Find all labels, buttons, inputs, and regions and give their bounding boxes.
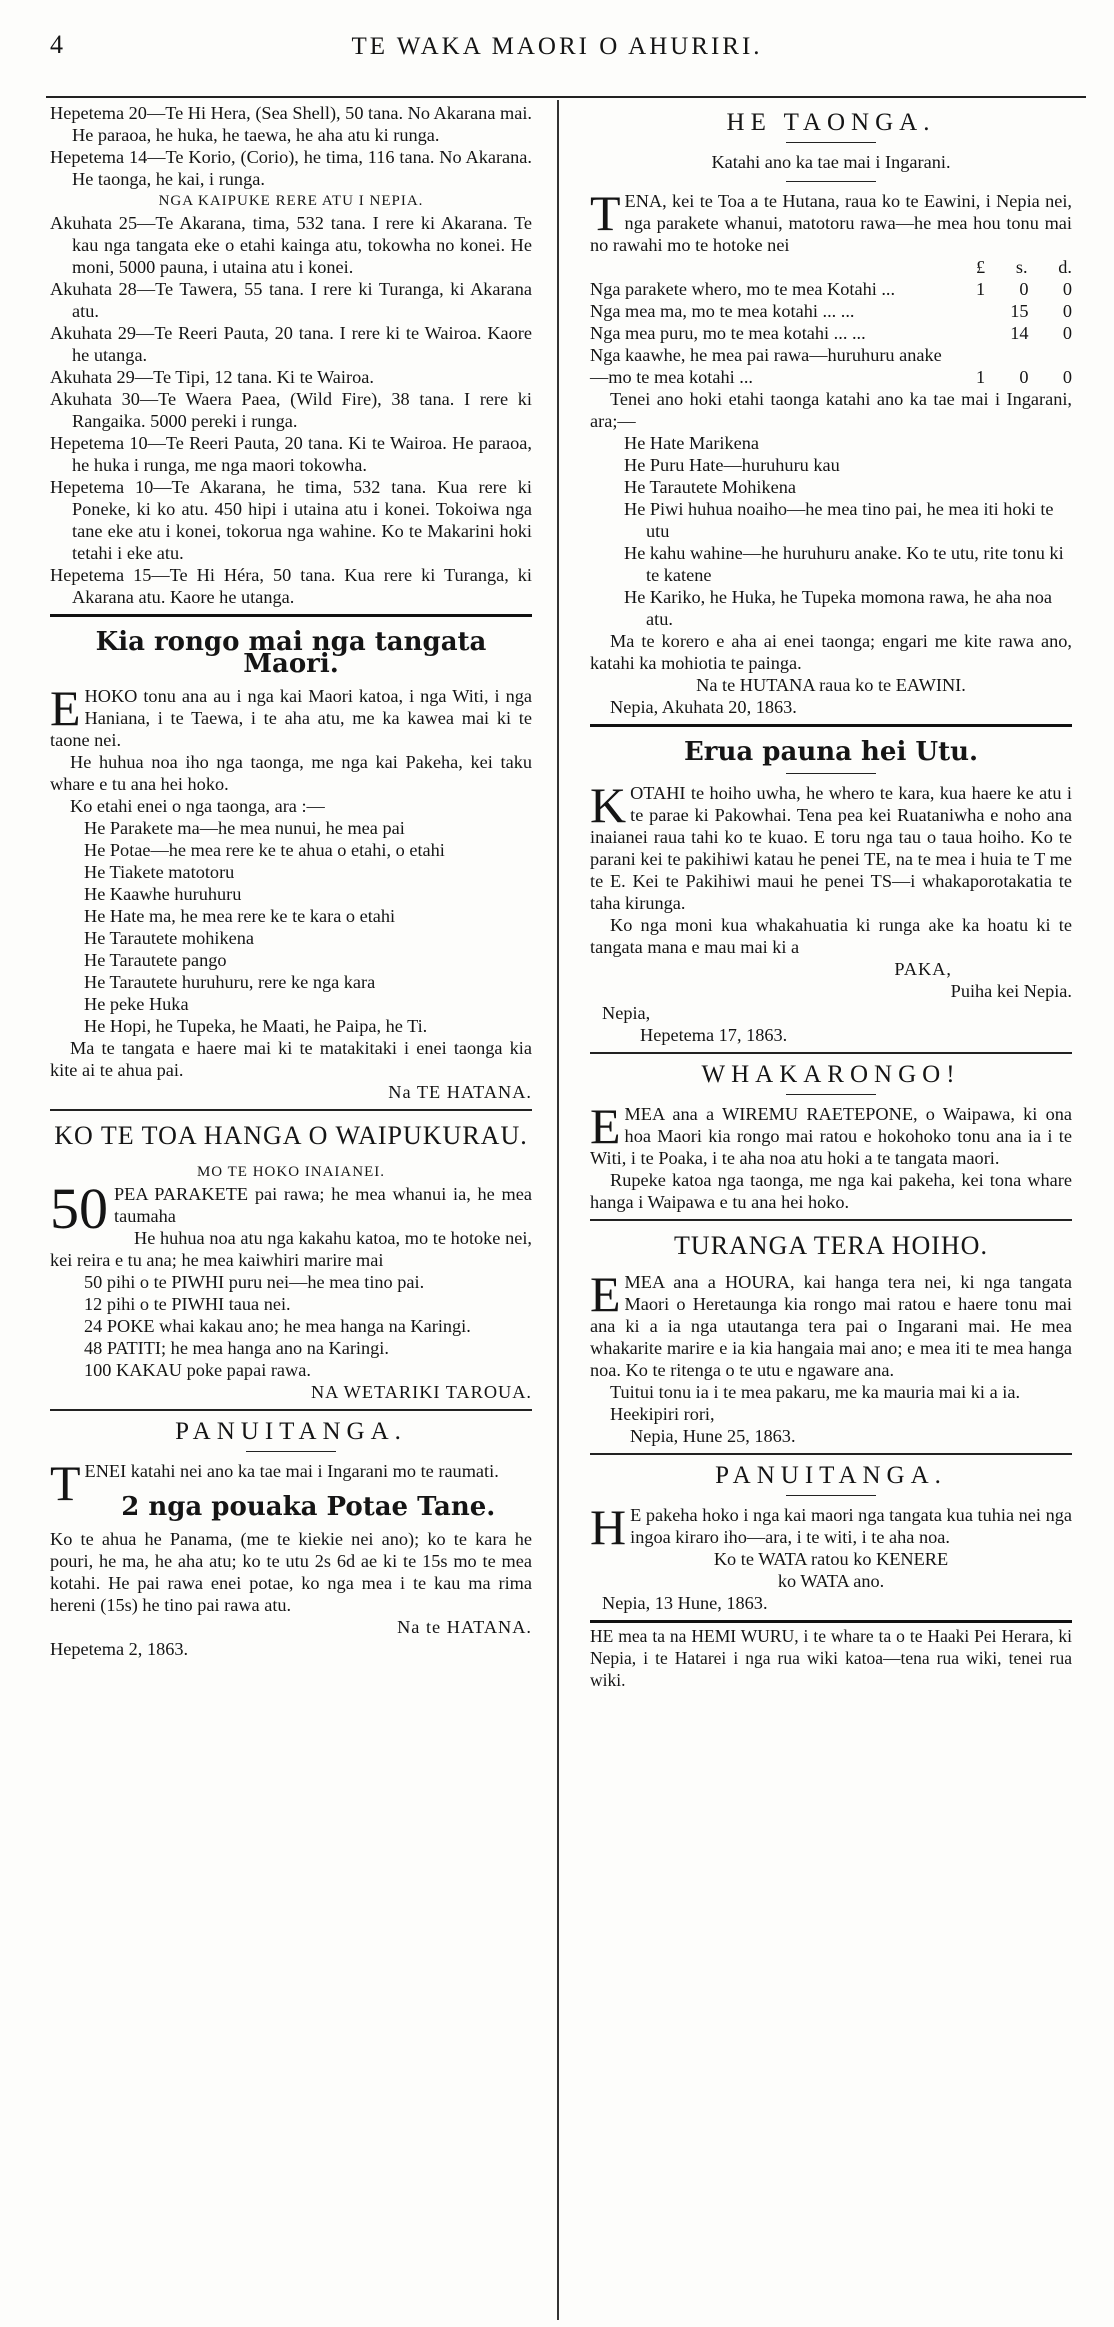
price-shillings: 0 xyxy=(1019,367,1029,387)
list-item: He Kariko, he Huka, he Tupeka momona rawa, he aha noa atu. xyxy=(624,587,1052,629)
drop-cap: E xyxy=(50,680,81,736)
signature-place: Puiha kei Nepia. xyxy=(950,981,1072,1001)
notice-text: ENA, kei te Toa a te Hutana, raua ko te Eawini, i Nepia nei, nga parakete whanui, matotoru rawa—he mea hou tonu mai no rawahi mo te hotoke nei xyxy=(590,191,1072,255)
signature: Na te HUTANA raua ko te EAWINI. xyxy=(696,675,966,695)
notice-text: E pakeha hoko i nga kai maori nga tangata kua tuhia nei nga ingoa kiraro iho—ara, i te witi, i te aha noa. xyxy=(630,1505,1072,1547)
section-rule xyxy=(50,1409,532,1411)
drop-cap: T xyxy=(50,1455,81,1511)
notice-text: Ma te tangata e haere mai ki te matakitaki i enei taonga kia kite ai te ahua pai. xyxy=(50,1038,532,1080)
arrival-entry: Hepetema 14—Te Korio, (Corio), he tima, 116 tana. No Akarana. He taonga, he kai, i runga. xyxy=(50,147,532,189)
notice-text: ENEI katahi nei ano ka tae mai i Ingarani mo te raumati. xyxy=(84,1461,499,1481)
price-item: Nga parakete whero, mo te mea Kotahi ... xyxy=(590,279,896,299)
notice-date: Nepia, Hune 25, 1863. xyxy=(630,1426,796,1446)
turanga-notice xyxy=(590,1231,1072,1447)
right-column xyxy=(590,102,1072,1691)
panuitanga-notice xyxy=(50,1418,532,1660)
signature: PAKA, xyxy=(894,959,952,979)
notice-text: PEA PARAKETE pai rawa; he mea whanui ia, he mea taumaha xyxy=(114,1184,532,1226)
printer-imprint: HE mea ta na HEMI WURU, i te whare ta o te Haaki Pei Herara, ki Nepia, i te Hatarei i nga rua wiki katoa—tena rua wiki, tenei rua wiki. xyxy=(590,1626,1072,1690)
notice-date: Nepia, Akuhata 20, 1863. xyxy=(610,697,797,717)
list-item: He Puru Hate—huruhuru kau xyxy=(624,455,840,475)
shipping-departures xyxy=(50,212,532,608)
notice-heading: Erua pauna hei Utu. xyxy=(683,737,979,767)
price-list xyxy=(590,278,1072,388)
currency-header xyxy=(590,256,1072,278)
notice-heading: HE TAONGA. xyxy=(726,109,936,136)
list-item: He Kaawhe huruhuru xyxy=(84,884,242,904)
notice-heading: KO TE TOA HANGA O WAIPUKURAU. xyxy=(54,1121,528,1150)
list-item: He Hate ma, he mea rere ke te kara o etahi xyxy=(84,906,396,926)
goods-list xyxy=(590,432,1072,630)
price-pence: 0 xyxy=(1062,323,1072,343)
list-item: 48 PATITI; he mea hanga ano na Karingi. xyxy=(84,1338,389,1358)
departure-entry: Akuhata 29—Te Tipi, 12 tana. Ki te Wairoa. xyxy=(50,367,374,387)
erua-pauna-notice xyxy=(590,737,1072,1046)
notice-heading: PANUITANGA. xyxy=(175,1418,407,1445)
list-item: He Piwi huhua noaiho—he mea tino pai, he mea iti hoki te utu xyxy=(624,499,1054,541)
page-header xyxy=(0,0,1114,62)
list-item: He Tarautete huruhuru, rere ke nga kara xyxy=(84,972,376,992)
goods-list xyxy=(50,1271,532,1381)
arrival-entry: Hepetema 20—Te Hi Hera, (Sea Shell), 50 tana. No Akarana mai. He paraoa, he huka, he taewa, he aha atu ki runga. xyxy=(50,103,532,145)
list-item: He Hate Marikena xyxy=(624,433,760,453)
signature: ko WATA ano. xyxy=(777,1571,885,1591)
notice-subheading: 2 nga pouaka Potae Tane. xyxy=(121,1492,496,1522)
price-pounds: 1 xyxy=(976,279,986,299)
departures-heading: NGA KAIPUKE RERE ATU I NEPIA. xyxy=(158,193,424,209)
notice-text: Ko te ahua he Panama, (me te kiekie nei ano); ko te kara he pouri, he ma, he aha atu; ko te utu 2s 6d ae ki te 15s mo te mea kotahi. He pai rawa enei potae, ko nga mea i te kau ma rima hereni (15s) he tino pai rawa atu. xyxy=(50,1529,532,1615)
price-shillings: 15 xyxy=(1010,301,1029,321)
notice-text: HOKO tonu ana au i nga kai Maori katoa, i nga Witi, i nga Haniana, i te Taewa, i te aha atu, me ka kawea mai ki te taone nei. xyxy=(50,686,532,750)
price-pounds: 1 xyxy=(976,367,986,387)
he-taonga-notice xyxy=(590,109,1072,718)
newspaper-title: TE WAKA MAORI O AHURIRI. xyxy=(351,33,763,60)
price-pence: 0 xyxy=(1062,367,1072,387)
short-rule xyxy=(786,773,876,774)
short-rule xyxy=(786,181,876,182)
column-divider xyxy=(557,100,559,2320)
page-number: 4 xyxy=(50,30,63,59)
notice-heading: PANUITANGA. xyxy=(715,1462,947,1489)
departure-entry: Akuhata 28—Te Tawera, 55 tana. I rere ki Turanga, ki Akarana atu. xyxy=(50,279,532,321)
short-rule xyxy=(786,142,876,143)
notice-heading: WHAKARONGO! xyxy=(701,1061,961,1088)
notice-text: Tenei ano hoki etahi taonga katahi ano ka tae mai i Ingarani, ara;— xyxy=(590,389,1072,431)
price-pence: 0 xyxy=(1062,279,1072,299)
drop-cap: T xyxy=(590,185,621,241)
header-rule xyxy=(46,96,1086,98)
departure-entry: Hepetema 10—Te Akarana, he tima, 532 tana. Kua rere ki Poneke, ki ko atu. 450 hipi i utaina atu i konei. Tokoiwa nga tane eke atu i konei, tokorua nga wahine. Ko te Makarini hoki tetahi i eke atu. xyxy=(50,477,532,563)
kia-rongo-notice xyxy=(50,627,532,1103)
price-shillings: 0 xyxy=(1019,279,1029,299)
section-rule xyxy=(590,1620,1072,1623)
notice-date: Hepetema 2, 1863. xyxy=(50,1639,189,1659)
notice-text: OTAHI te hoiho uwha, he whero te kara, kua haere ke atu i te parae ki Pakowhai. Tena pea kei Ruataniwha e noho ana inaianei raua tahi ko te kuao. E toru nga tau o taua hoiho. Ko te parani kei te pakihiwi katau he penei TE, na te mea i huia te T me te E. Kei te Pakihiwi maui he penei TS—i whakaporotakatia te taha kirunga. xyxy=(590,783,1072,913)
departure-entry: Hepetema 10—Te Reeri Pauta, 20 tana. Ki te Wairoa. He paraoa, he huka i runga, me nga maori tokowha. xyxy=(50,433,532,475)
signature: NA WETARIKI TAROUA. xyxy=(310,1382,532,1402)
shipping-arrivals xyxy=(50,102,532,190)
drop-number: 50 xyxy=(50,1176,108,1241)
drop-cap: E xyxy=(590,1266,621,1322)
notice-text: He huhua noa iho nga taonga, me nga kai Pakeha, kei taku whare e tu ana hei hoko. xyxy=(50,752,532,794)
list-intro: Ko etahi enei o nga taonga, ara :— xyxy=(70,796,325,816)
price-item: Nga kaawhe, he mea pai rawa—huruhuru anake—mo te mea kotahi ... xyxy=(590,345,942,387)
signature: Heekipiri rori, xyxy=(610,1404,715,1424)
price-row xyxy=(590,344,1072,388)
date-place: Nepia, xyxy=(602,1003,651,1023)
short-rule xyxy=(786,1094,876,1095)
list-item: He Tarautete Mohikena xyxy=(624,477,796,497)
notice-text: MEA ana a HOURA, kai hanga tera nei, ki nga tangata Maori o Heretaunga kia rongo mai ratou e haere tonu mai ana ki a ia nga utautanga tera pai o Ingarani mai. He mea whakarite marire e ia kia hangaia mai ano; e mea iti te mea hanga noa. Ko te ritenga o te utu e ngaware ana. xyxy=(590,1272,1072,1380)
notice-date: Hepetema 17, 1863. xyxy=(640,1025,788,1045)
notice-text: Ko nga moni kua whakahuatia ki runga ake ka hoatu ki te tangata mana e mau mai ki a xyxy=(590,915,1072,957)
notice-heading: TURANGA TERA HOIHO. xyxy=(674,1231,988,1260)
currency-shilling: s. xyxy=(1015,257,1028,277)
list-item: He Tiakete matotoru xyxy=(84,862,235,882)
goods-list xyxy=(50,817,532,1037)
signature: Na te HATANA. xyxy=(397,1617,532,1637)
panuitanga-notice-2 xyxy=(590,1462,1072,1614)
drop-cap: E xyxy=(590,1098,621,1154)
list-item: 24 POKE whai kakau ano; he mea hanga na Karingi. xyxy=(84,1316,471,1336)
waipukurau-notice xyxy=(50,1121,532,1403)
left-column xyxy=(50,102,532,1660)
list-item: 12 pihi o te PIWHI taua nei. xyxy=(84,1294,291,1314)
signature: Na TE HATANA. xyxy=(388,1082,532,1102)
notice-text: He huhua noa atu nga kakahu katoa, mo te hotoke nei, kei reira e tu ana; he mea kaiwhiri marire mai xyxy=(50,1228,532,1270)
currency-pence: d. xyxy=(1058,257,1072,277)
list-item: He Tarautete mohikena xyxy=(84,928,254,948)
list-item: He Potae—he mea rere ke te ahua o etahi, o etahi xyxy=(84,840,445,860)
list-item: He Hopi, he Tupeka, he Maati, he Paipa, he Ti. xyxy=(84,1016,428,1036)
whakarongo-notice xyxy=(590,1061,1072,1213)
departure-entry: Akuhata 29—Te Reeri Pauta, 20 tana. I rere ki te Wairoa. Kaore he utanga. xyxy=(50,323,532,365)
drop-cap: K xyxy=(590,777,627,833)
price-shillings: 14 xyxy=(1010,323,1029,343)
section-rule xyxy=(590,1219,1072,1221)
section-rule xyxy=(590,724,1072,727)
departure-entry: Akuhata 30—Te Waera Paea, (Wild Fire), 38 tana. I rere ki Rangaika. 5000 pereki i runga. xyxy=(50,389,532,431)
departure-entry: Hepetema 15—Te Hi Héra, 50 tana. Kua rere ki Turanga, ki Akarana atu. Kaore he utanga. xyxy=(50,565,532,607)
price-row xyxy=(590,322,1072,344)
list-item: He Tarautete pango xyxy=(84,950,227,970)
price-row xyxy=(590,300,1072,322)
list-item: He kahu wahine—he huruhuru anake. Ko te utu, rite tonu ki te katene xyxy=(624,543,1064,585)
departure-entry: Akuhata 25—Te Akarana, tima, 532 tana. I rere ki Akarana. Te kau nga tangata eke o etahi kainga atu, tokowha no konei. He moni, 5000 pauna, i utaina atu i konei. xyxy=(50,213,532,277)
notice-date: Nepia, 13 Hune, 1863. xyxy=(602,1593,768,1613)
short-rule xyxy=(786,1495,876,1496)
signature: Ko te WATA ratou ko KENERE xyxy=(713,1549,949,1569)
price-item: Nga mea ma, mo te mea kotahi ... ... xyxy=(590,301,855,321)
price-item: Nga mea puru, mo te mea kotahi ... ... xyxy=(590,323,866,343)
currency-pound: £ xyxy=(976,257,986,277)
list-item: He Parakete ma—he mea nunui, he mea pai xyxy=(84,818,405,838)
drop-cap: H xyxy=(590,1499,627,1555)
list-item: 100 KAKAU poke papai rawa. xyxy=(84,1360,311,1380)
price-row xyxy=(590,278,1072,300)
notice-text: Rupeke katoa nga taonga, me nga kai pakeha, kei tona whare hanga i Waipawa e tu ana hei hoko. xyxy=(590,1170,1072,1212)
short-rule xyxy=(246,1451,336,1452)
notice-heading: Kia rongo mai nga tangata Maori. xyxy=(95,627,487,679)
section-rule xyxy=(50,614,532,617)
notice-subheading: MO TE HOKO INAIANEI. xyxy=(196,1164,386,1180)
notice-text: MEA ana a WIREMU RAETEPONE, o Waipawa, ki ona hoa Maori kia rongo mai ratou e hokohoko tonu ana ia i te Witi, i te Poaka, i te aha noa atu hoki a te tangata maori. xyxy=(590,1104,1072,1168)
section-rule xyxy=(590,1052,1072,1054)
notice-text: Ma te korero e aha ai enei taonga; engari me kite rawa ano, katahi ka mohiotia te painga. xyxy=(590,631,1072,673)
list-item: He peke Huka xyxy=(84,994,189,1014)
notice-text: Tuitui tonu ia i te mea pakaru, me ka mauria mai ki a ia. xyxy=(610,1382,1021,1402)
section-rule xyxy=(590,1453,1072,1455)
price-pence: 0 xyxy=(1062,301,1072,321)
list-item: 50 pihi o te PIWHI puru nei—he mea tino pai. xyxy=(84,1272,425,1292)
section-rule xyxy=(50,1109,532,1111)
notice-subheading: Katahi ano ka tae mai i Ingarani. xyxy=(711,152,951,172)
